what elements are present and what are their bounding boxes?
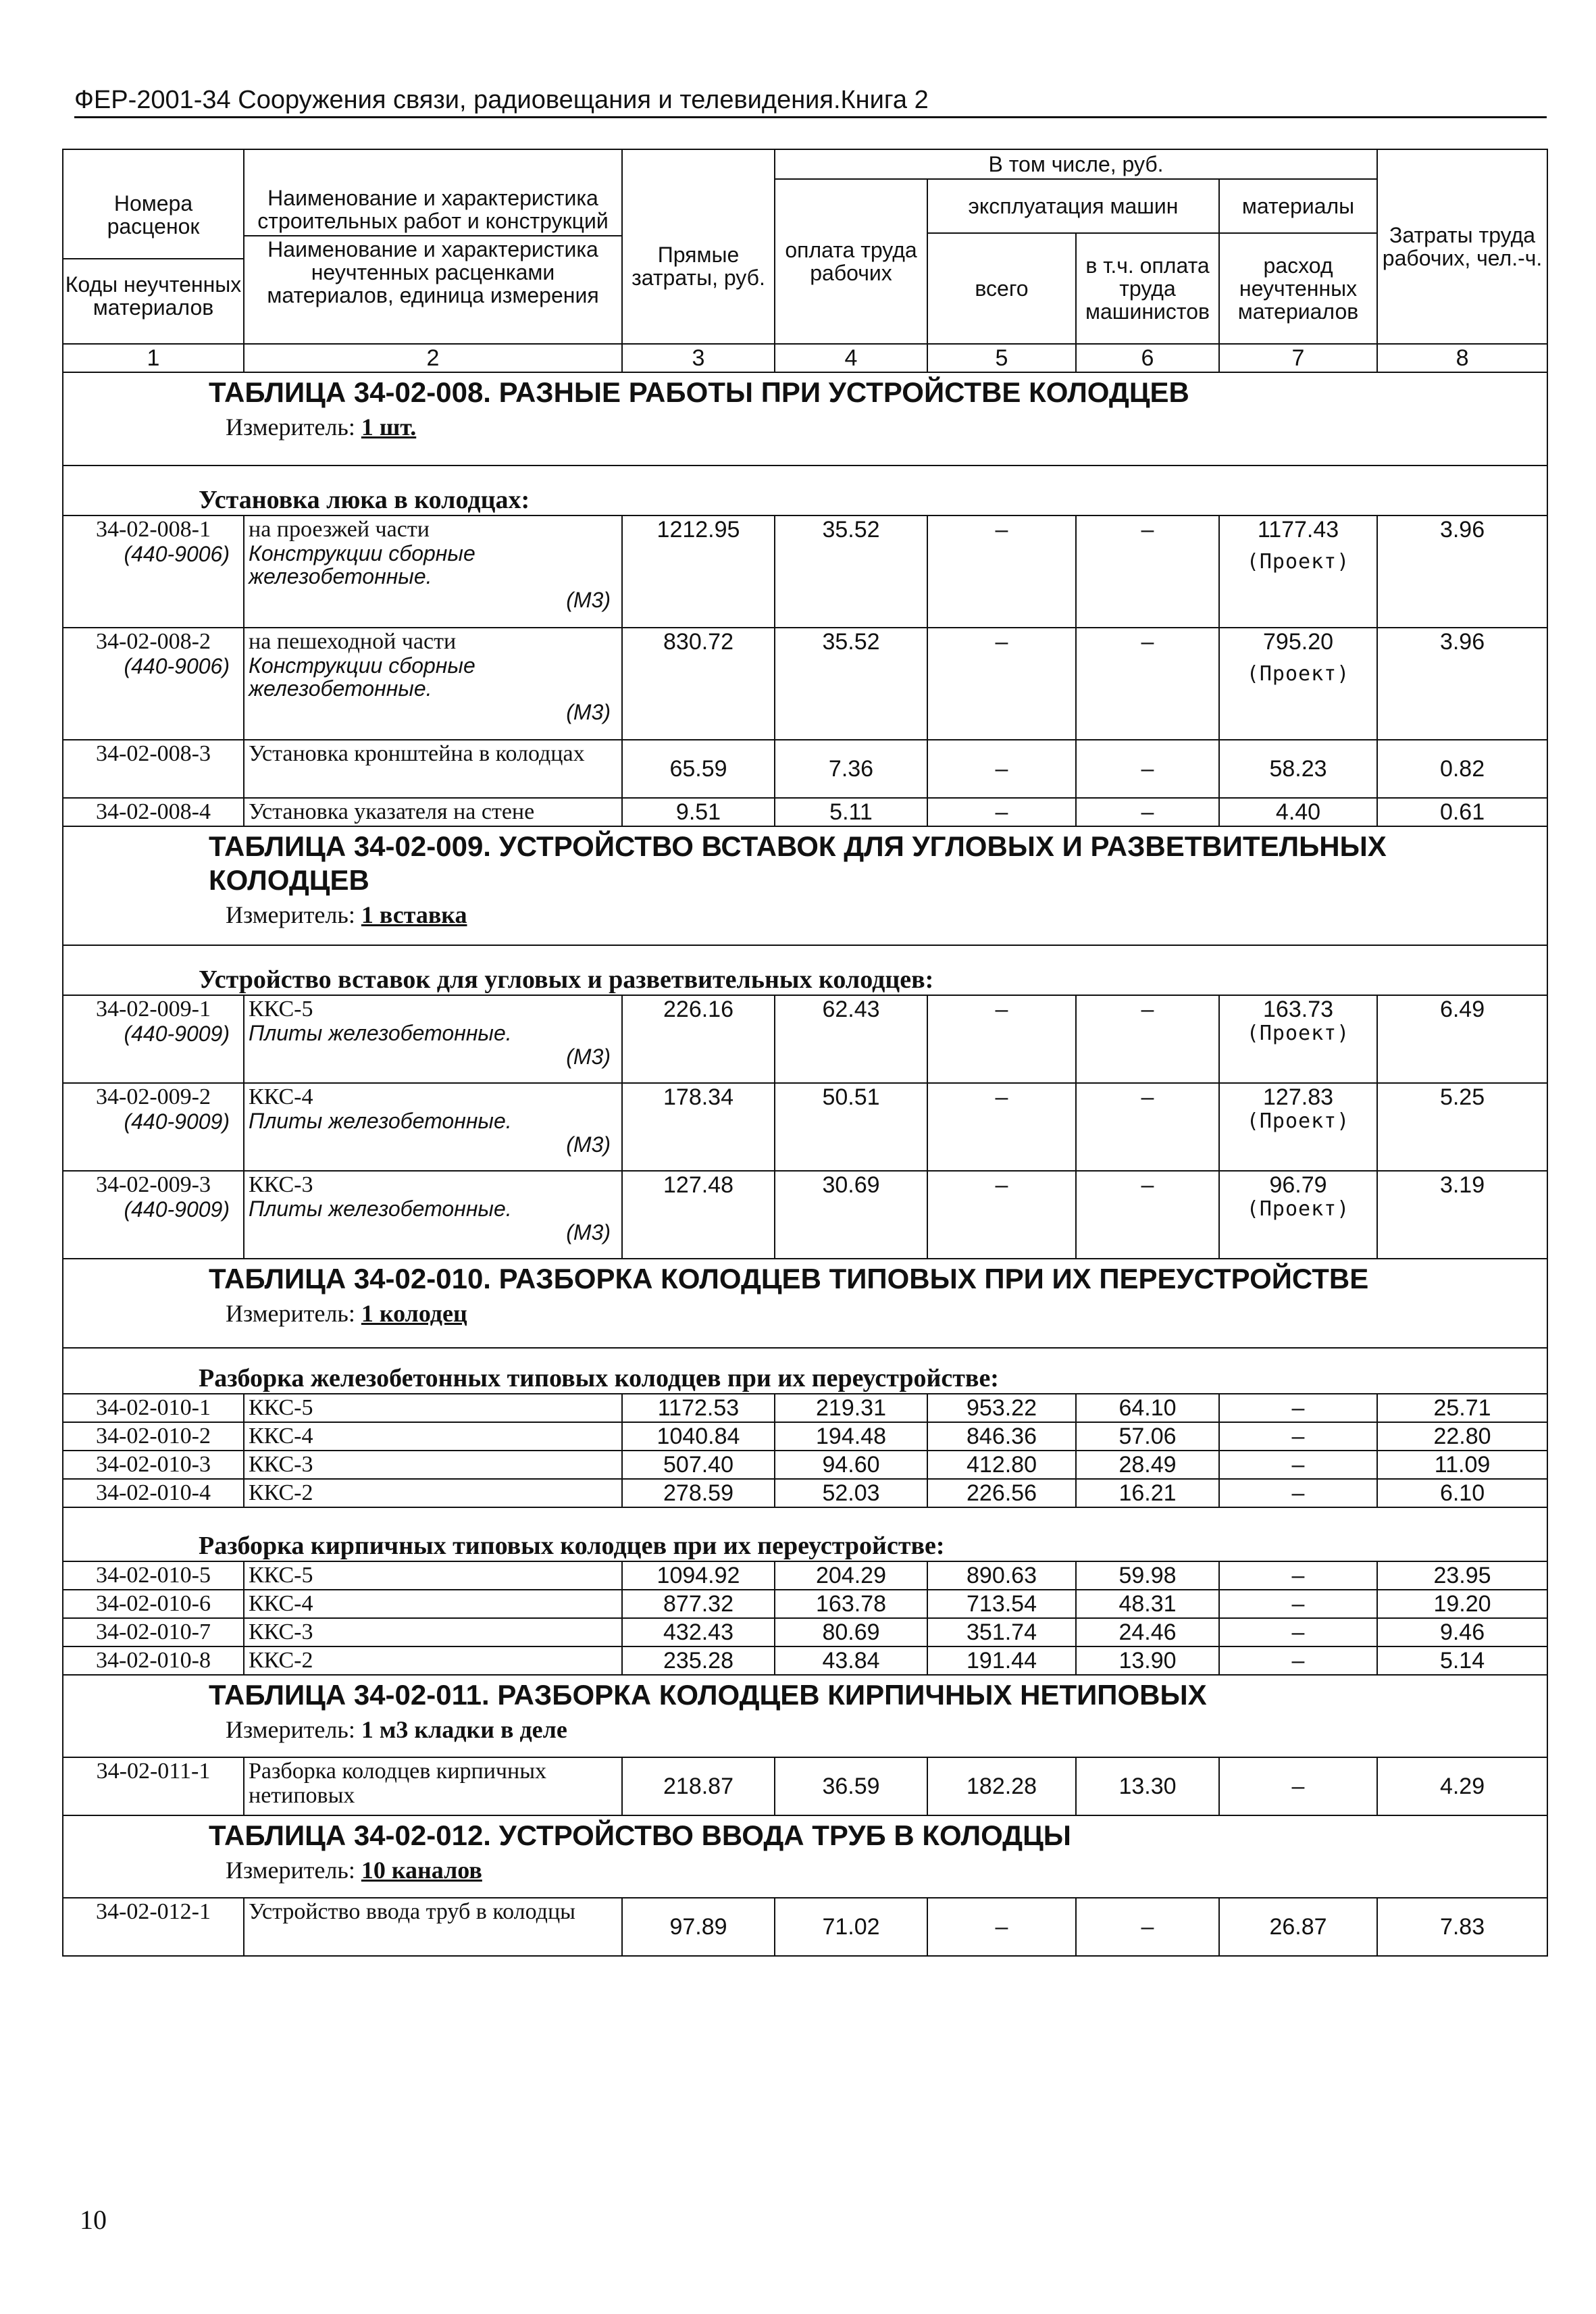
- direct-costs: 9.51: [622, 798, 775, 826]
- materials-value: –: [1219, 1618, 1377, 1646]
- section-header-row: [63, 1815, 1547, 1898]
- rate-code: 34-02-010-7: [63, 1618, 244, 1646]
- rate-code: 34-02-009-2: [96, 1084, 211, 1109]
- machines-total: –: [927, 515, 1076, 628]
- section-measure: [70, 1299, 1540, 1328]
- machinist-wages: 28.49: [1076, 1451, 1219, 1479]
- rate-code: 34-02-010-3: [63, 1451, 244, 1479]
- table-row: [63, 798, 1547, 826]
- work-name-cell: [244, 1171, 622, 1259]
- machinist-wages: 13.90: [1076, 1646, 1219, 1675]
- section-measure: [70, 1715, 1540, 1744]
- materials-note: (Проект): [1246, 1109, 1350, 1133]
- section-34-02-011: [63, 1675, 1547, 1757]
- column-number: 5: [927, 344, 1076, 372]
- work-name: ККС-3: [244, 1618, 622, 1646]
- labor: 3.96: [1377, 515, 1547, 628]
- labor: 23.95: [1377, 1561, 1547, 1590]
- material-name: Плиты железобетонные.: [249, 1109, 512, 1133]
- column-number: 6: [1076, 344, 1219, 372]
- machinist-wages: –: [1076, 798, 1219, 826]
- machinist-wages: 59.98: [1076, 1561, 1219, 1590]
- material-name: Конструкции сборные железобетонные.: [249, 541, 475, 588]
- machines-total: 226.56: [927, 1479, 1076, 1507]
- section-header-row: [63, 1675, 1547, 1757]
- direct-costs: 507.40: [622, 1451, 775, 1479]
- work-name: ККС-4: [244, 1422, 622, 1451]
- measure-value: 1 вставка: [361, 901, 467, 928]
- wages: 35.52: [775, 515, 927, 628]
- machines-total: 953.22: [927, 1394, 1076, 1422]
- material-unit: (М3): [566, 1132, 611, 1157]
- labor: 0.61: [1377, 798, 1547, 826]
- table-row: [63, 1618, 1547, 1646]
- page-number: 10: [80, 2205, 107, 2235]
- materials-value: –: [1219, 1451, 1377, 1479]
- group-title: Установка люка в колодцах:: [63, 466, 1547, 515]
- section-title: ТАБЛИЦА 34-02-008. РАЗНЫЕ РАБОТЫ ПРИ УСТРОЙСТВЕ КОЛОДЦЕВ: [209, 376, 1189, 408]
- labor: 5.14: [1377, 1646, 1547, 1675]
- section-title: ТАБЛИЦА 34-02-010. РАЗБОРКА КОЛОДЦЕВ ТИПОВЫХ ПРИ ИХ ПЕРЕУСТРОЙСТВЕ: [209, 1263, 1369, 1294]
- machines-total: 182.28: [927, 1757, 1076, 1815]
- labor: 3.19: [1377, 1171, 1547, 1259]
- material-code: (440-9009): [124, 1022, 230, 1046]
- work-name: ККС-3: [249, 1172, 313, 1197]
- measure-label: Измеритель:: [226, 1857, 355, 1884]
- rate-code-cell: [63, 1171, 244, 1259]
- header-materials: материалы: [1219, 179, 1377, 233]
- machinist-wages: 64.10: [1076, 1394, 1219, 1422]
- group-row: [63, 1507, 1547, 1561]
- rate-code-cell: [63, 1083, 244, 1171]
- direct-costs: 1212.95: [622, 515, 775, 628]
- labor: 25.71: [1377, 1394, 1547, 1422]
- group-row: [63, 466, 1547, 515]
- material-code: (440-9006): [124, 654, 230, 678]
- machinist-wages: –: [1076, 1898, 1219, 1956]
- direct-costs: 1094.92: [622, 1561, 775, 1590]
- section-34-02-009: [63, 826, 1547, 945]
- rate-code: 34-02-009-3: [96, 1172, 211, 1197]
- materials-note: (Проект): [1246, 662, 1350, 686]
- materials-note: (Проект): [1246, 1197, 1350, 1221]
- column-number: 7: [1219, 344, 1377, 372]
- header-direct-costs: Прямые затраты, руб.: [622, 149, 775, 344]
- wages: 36.59: [775, 1757, 927, 1815]
- material-name: Плиты железобетонные.: [249, 1021, 512, 1045]
- rate-code: 34-02-012-1: [63, 1898, 244, 1956]
- machines-total: –: [927, 1171, 1076, 1259]
- work-name-cell: [244, 515, 622, 628]
- machines-total: –: [927, 798, 1076, 826]
- column-number: 2: [244, 344, 622, 372]
- wages: 219.31: [775, 1394, 927, 1422]
- table-row: [63, 1898, 1547, 1956]
- group-title: Устройство вставок для угловых и разветвительных колодцев:: [63, 945, 1547, 995]
- direct-costs: 235.28: [622, 1646, 775, 1675]
- materials-cell: [1219, 1083, 1377, 1171]
- header-wages: оплата труда рабочих: [775, 179, 927, 344]
- materials-value: 4.40: [1219, 798, 1377, 826]
- header-machinist-wages: в т.ч. оплата труда машинистов: [1076, 233, 1219, 344]
- materials-value: –: [1219, 1422, 1377, 1451]
- direct-costs: 127.48: [622, 1171, 775, 1259]
- group-title: Разборка кирпичных типовых колодцев при их переустройстве:: [63, 1507, 1547, 1561]
- header-machines: эксплуатация машин: [927, 179, 1219, 233]
- materials-value: 1177.43: [1257, 517, 1339, 543]
- header-codes: [63, 149, 244, 344]
- labor: 5.25: [1377, 1083, 1547, 1171]
- material-code: (440-9006): [124, 542, 230, 566]
- machines-total: –: [927, 1083, 1076, 1171]
- wages: 194.48: [775, 1422, 927, 1451]
- wages: 52.03: [775, 1479, 927, 1507]
- direct-costs: 278.59: [622, 1479, 775, 1507]
- header-names: [244, 149, 622, 344]
- table-row: [63, 1590, 1547, 1618]
- machinist-wages: 48.31: [1076, 1590, 1219, 1618]
- labor: 0.82: [1377, 740, 1547, 798]
- labor: 19.20: [1377, 1590, 1547, 1618]
- section-measure: [70, 1855, 1540, 1885]
- page-header: ФЕР-2001-34 Сооружения связи, радиовещания и телевидения.Книга 2: [74, 85, 1547, 118]
- machines-total: –: [927, 1898, 1076, 1956]
- materials-value: 127.83: [1263, 1084, 1334, 1110]
- group-row: [63, 945, 1547, 995]
- header-including: В том числе, руб.: [775, 149, 1377, 179]
- materials-note: (Проект): [1246, 1022, 1350, 1045]
- section-header-row: [63, 826, 1547, 945]
- header-labor: Затраты труда рабочих, чел.-ч.: [1377, 149, 1547, 344]
- rate-code: 34-02-010-1: [63, 1394, 244, 1422]
- section-34-02-010: [63, 1259, 1547, 1348]
- material-unit: (М3): [566, 700, 611, 724]
- machines-total: 846.36: [927, 1422, 1076, 1451]
- direct-costs: 178.34: [622, 1083, 775, 1171]
- rate-code: 34-02-009-1: [96, 997, 211, 1022]
- work-name: Установка указателя на стене: [244, 798, 622, 826]
- section-header-row: [63, 1259, 1547, 1348]
- table-header-row: [63, 149, 1547, 179]
- rate-code: 34-02-011-1: [63, 1757, 244, 1815]
- group-title: Разборка железобетонных типовых колодцев при их переустройстве:: [63, 1348, 1547, 1394]
- measure-label: Измеритель:: [226, 413, 355, 441]
- measure-value: 1 колодец: [361, 1300, 467, 1327]
- machines-total: –: [927, 740, 1076, 798]
- work-name: ККС-3: [244, 1451, 622, 1479]
- machines-total: –: [927, 628, 1076, 740]
- section-measure: [70, 412, 1540, 442]
- material-unit: (М3): [566, 1045, 611, 1069]
- work-name: на пешеходной части: [249, 629, 457, 654]
- section-34-02-012: [63, 1815, 1547, 1898]
- materials-value: 96.79: [1269, 1172, 1327, 1198]
- machinist-wages: –: [1076, 740, 1219, 798]
- machines-total: 713.54: [927, 1590, 1076, 1618]
- materials-value: 163.73: [1263, 997, 1334, 1022]
- wages: 62.43: [775, 995, 927, 1083]
- rate-code: 34-02-008-3: [63, 740, 244, 798]
- machinist-wages: –: [1076, 995, 1219, 1083]
- header-material-codes: Коды неучтенных материалов: [62, 258, 244, 319]
- column-number: 3: [622, 344, 775, 372]
- measure-value: 1 м3 кладки в деле: [361, 1716, 567, 1743]
- materials-value: –: [1219, 1646, 1377, 1675]
- section-title: ТАБЛИЦА 34-02-009. УСТРОЙСТВО ВСТАВОК ДЛЯ УГЛОВЫХ И РАЗВЕТВИТЕЛЬНЫХ КОЛОДЦЕВ: [209, 830, 1387, 896]
- labor: 9.46: [1377, 1618, 1547, 1646]
- table-row: [63, 740, 1547, 798]
- column-number: 4: [775, 344, 927, 372]
- measure-value: 10 каналов: [361, 1857, 482, 1884]
- material-unit: (М3): [566, 588, 611, 612]
- table-row: [63, 515, 1547, 628]
- materials-value: 795.20: [1263, 629, 1334, 655]
- machinist-wages: 13.30: [1076, 1757, 1219, 1815]
- work-name-cell: [244, 995, 622, 1083]
- direct-costs: 877.32: [622, 1590, 775, 1618]
- labor: 11.09: [1377, 1451, 1547, 1479]
- materials-value: –: [1219, 1590, 1377, 1618]
- materials-value: 26.87: [1219, 1898, 1377, 1956]
- labor: 6.10: [1377, 1479, 1547, 1507]
- header-rate-numbers: Номера расценок: [107, 191, 200, 238]
- measure-label: Измеритель:: [226, 901, 355, 928]
- header-unaccounted-materials: расход неучтенных материалов: [1219, 233, 1377, 344]
- materials-value: –: [1219, 1757, 1377, 1815]
- rate-code: 34-02-010-8: [63, 1646, 244, 1675]
- machinist-wages: 24.46: [1076, 1618, 1219, 1646]
- column-number: 1: [63, 344, 244, 372]
- rate-code: 34-02-008-4: [63, 798, 244, 826]
- rate-code-cell: [63, 515, 244, 628]
- work-name: ККС-5: [249, 997, 313, 1022]
- work-name: ККС-2: [244, 1646, 622, 1675]
- labor: 3.96: [1377, 628, 1547, 740]
- table-row: [63, 1394, 1547, 1422]
- column-number: 8: [1377, 344, 1547, 372]
- wages: 80.69: [775, 1618, 927, 1646]
- wages: 35.52: [775, 628, 927, 740]
- section-title: ТАБЛИЦА 34-02-011. РАЗБОРКА КОЛОДЦЕВ КИРПИЧНЫХ НЕТИПОВЫХ: [209, 1679, 1207, 1711]
- column-numbers-row: [63, 344, 1547, 372]
- table-row: [63, 1561, 1547, 1590]
- materials-cell: [1219, 995, 1377, 1083]
- direct-costs: 432.43: [622, 1618, 775, 1646]
- header-work-name: Наименование и характеристика строительных работ и конструкций: [257, 186, 609, 233]
- machinist-wages: –: [1076, 628, 1219, 740]
- table-row: [63, 995, 1547, 1083]
- table-row: [63, 1451, 1547, 1479]
- direct-costs: 1172.53: [622, 1394, 775, 1422]
- direct-costs: 830.72: [622, 628, 775, 740]
- table-row: [63, 628, 1547, 740]
- machines-total: 412.80: [927, 1451, 1076, 1479]
- labor: 6.49: [1377, 995, 1547, 1083]
- materials-cell: [1219, 515, 1377, 628]
- machines-total: 351.74: [927, 1618, 1076, 1646]
- wages: 204.29: [775, 1561, 927, 1590]
- wages: 163.78: [775, 1590, 927, 1618]
- material-code: (440-9009): [124, 1109, 230, 1134]
- machinist-wages: –: [1076, 1171, 1219, 1259]
- work-name: ККС-5: [244, 1394, 622, 1422]
- work-name: ККС-4: [244, 1590, 622, 1618]
- direct-costs: 226.16: [622, 995, 775, 1083]
- measure-value: 1 шт.: [361, 413, 417, 441]
- section-title: ТАБЛИЦА 34-02-012. УСТРОЙСТВО ВВОДА ТРУБ В КОЛОДЦЫ: [209, 1819, 1071, 1851]
- header-machines-total: всего: [927, 233, 1076, 344]
- materials-value: 58.23: [1219, 740, 1377, 798]
- machines-total: –: [927, 995, 1076, 1083]
- rate-code: 34-02-010-2: [63, 1422, 244, 1451]
- machinist-wages: –: [1076, 515, 1219, 628]
- direct-costs: 1040.84: [622, 1422, 775, 1451]
- labor: 22.80: [1377, 1422, 1547, 1451]
- work-name: Установка кронштейна в колодцах: [244, 740, 622, 798]
- machinist-wages: –: [1076, 1083, 1219, 1171]
- rate-code: 34-02-008-2: [96, 629, 211, 654]
- direct-costs: 218.87: [622, 1757, 775, 1815]
- section-34-02-008: [63, 372, 1547, 466]
- rate-code-cell: [63, 995, 244, 1083]
- machines-total: 890.63: [927, 1561, 1076, 1590]
- rate-code: 34-02-010-4: [63, 1479, 244, 1507]
- machinist-wages: 16.21: [1076, 1479, 1219, 1507]
- table-row: [63, 1171, 1547, 1259]
- section-header-row: [63, 372, 1547, 466]
- table-row: [63, 1757, 1547, 1815]
- table-row: [63, 1083, 1547, 1171]
- material-name: Плиты железобетонные.: [249, 1197, 512, 1221]
- wages: 5.11: [775, 798, 927, 826]
- group-row: [63, 1348, 1547, 1394]
- work-name: ККС-4: [249, 1084, 313, 1109]
- table-row: [63, 1646, 1547, 1675]
- wages: 30.69: [775, 1171, 927, 1259]
- wages: 7.36: [775, 740, 927, 798]
- work-name: Устройство ввода труб в колодцы: [244, 1898, 622, 1956]
- rate-code-cell: [63, 628, 244, 740]
- rate-code: 34-02-008-1: [96, 517, 211, 542]
- wages: 71.02: [775, 1898, 927, 1956]
- section-measure: [70, 900, 1540, 930]
- table-row: [63, 1479, 1547, 1507]
- work-name: ККС-5: [244, 1561, 622, 1590]
- materials-value: –: [1219, 1479, 1377, 1507]
- header-material-name: Наименование и характеристика неучтенных расценками материалов, единица измерения: [243, 235, 623, 307]
- wages: 50.51: [775, 1083, 927, 1171]
- wages: 43.84: [775, 1646, 927, 1675]
- material-code: (440-9009): [124, 1197, 230, 1222]
- work-name-cell: [244, 1083, 622, 1171]
- materials-cell: [1219, 628, 1377, 740]
- material-name: Конструкции сборные железобетонные.: [249, 653, 475, 701]
- materials-note: (Проект): [1246, 550, 1350, 574]
- direct-costs: 65.59: [622, 740, 775, 798]
- materials-cell: [1219, 1171, 1377, 1259]
- work-name: на проезжей части: [249, 517, 430, 542]
- work-name-cell: [244, 628, 622, 740]
- measure-label: Измеритель:: [226, 1300, 355, 1327]
- rate-code: 34-02-010-5: [63, 1561, 244, 1590]
- materials-value: –: [1219, 1561, 1377, 1590]
- table-row: [63, 1422, 1547, 1451]
- rates-table: [62, 149, 1548, 1957]
- labor: 4.29: [1377, 1757, 1547, 1815]
- materials-value: –: [1219, 1394, 1377, 1422]
- labor: 7.83: [1377, 1898, 1547, 1956]
- machines-total: 191.44: [927, 1646, 1076, 1675]
- work-name: ККС-2: [244, 1479, 622, 1507]
- material-unit: (М3): [566, 1220, 611, 1244]
- work-name: Разборка колодцев кирпичных нетиповых: [244, 1757, 622, 1815]
- machinist-wages: 57.06: [1076, 1422, 1219, 1451]
- measure-label: Измеритель:: [226, 1716, 355, 1743]
- wages: 94.60: [775, 1451, 927, 1479]
- direct-costs: 97.89: [622, 1898, 775, 1956]
- rate-code: 34-02-010-6: [63, 1590, 244, 1618]
